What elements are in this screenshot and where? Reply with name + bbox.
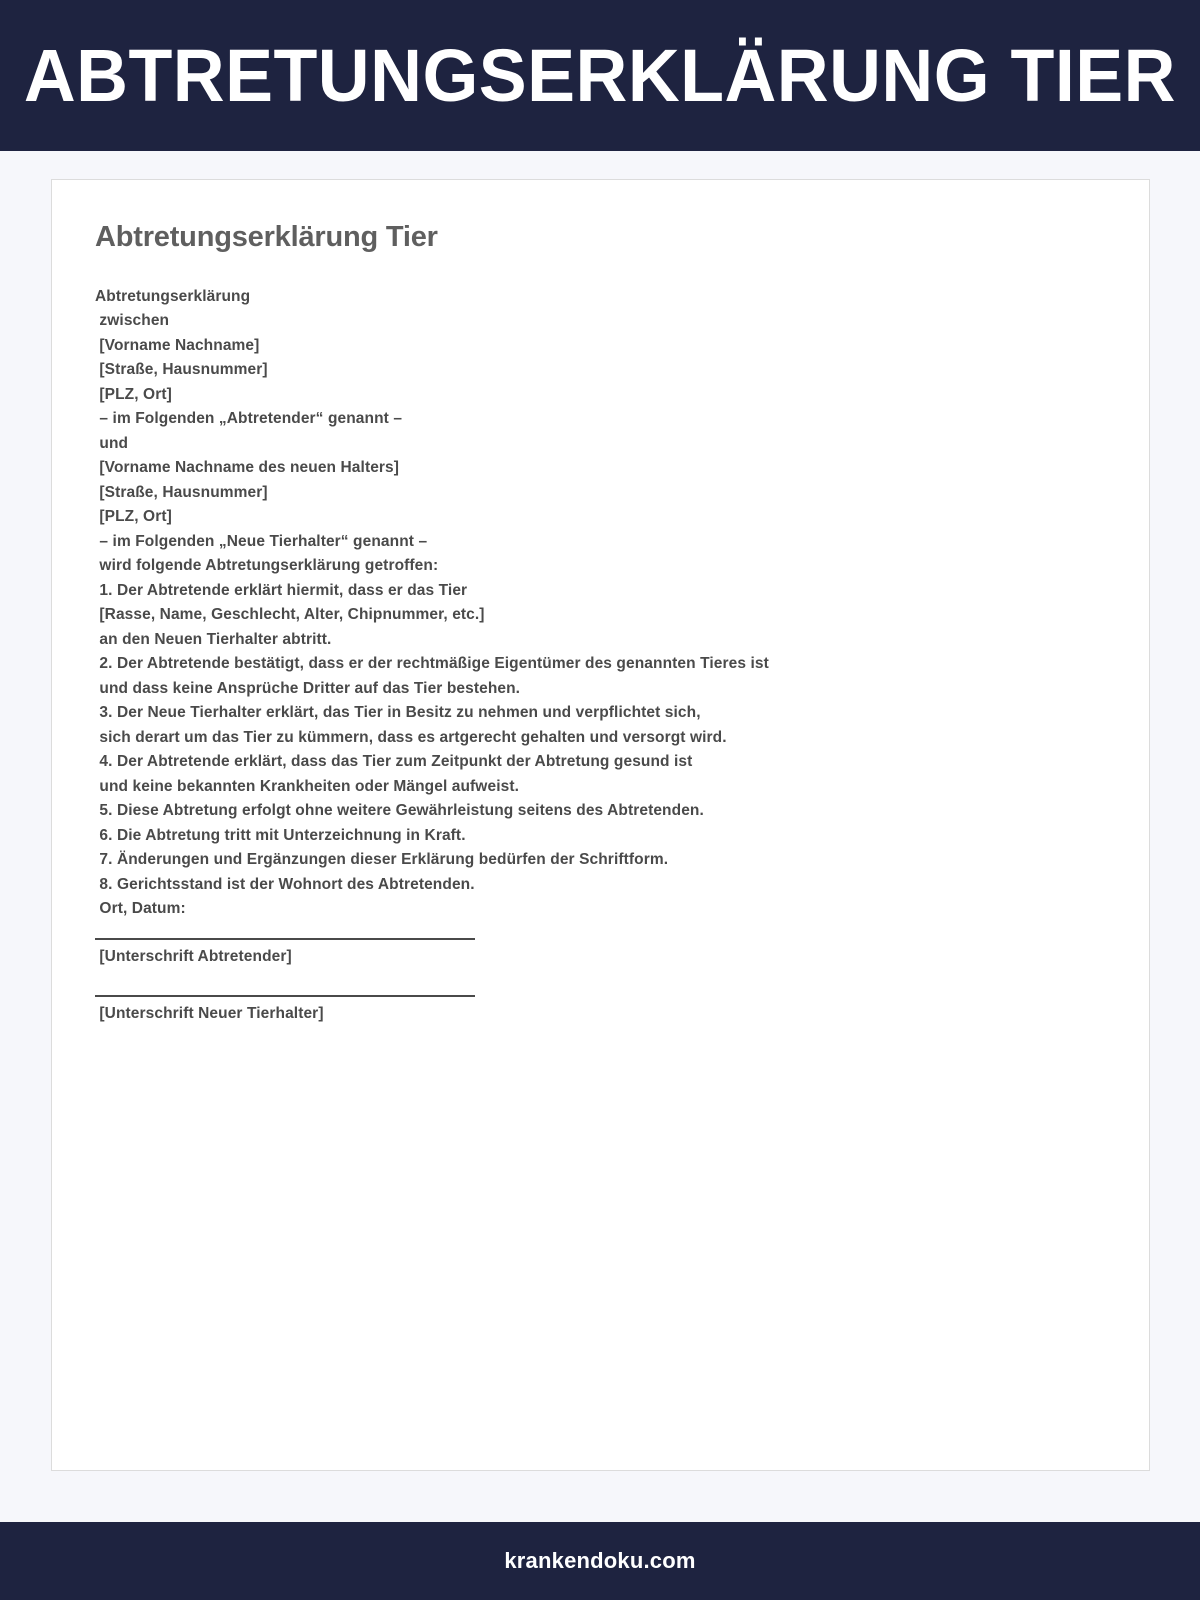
document-text-line: [PLZ, Ort] bbox=[95, 385, 172, 403]
document-text-line: sich derart um das Tier zu kümmern, dass es artgerecht gehalten und versorgt wird. bbox=[95, 728, 727, 746]
footer-site-name: krankendoku.com bbox=[504, 1548, 696, 1573]
document-text-line: [Rasse, Name, Geschlecht, Alter, Chipnummer, etc.] bbox=[95, 606, 485, 624]
document-text-line: 5. Diese Abtretung erfolgt ohne weitere Gewährleistung seitens des Abtretenden. bbox=[95, 802, 704, 820]
document-text-line: [Vorname Nachname] bbox=[95, 336, 260, 354]
document-body bbox=[95, 285, 1106, 1027]
document-text-line: 4. Der Abtretende erklärt, dass das Tier zum Zeitpunkt der Abtretung gesund ist bbox=[95, 753, 693, 771]
document-text-line: 8. Gerichtsstand ist der Wohnort des Abtretenden. bbox=[95, 875, 475, 893]
document-text-line: 1. Der Abtretende erklärt hiermit, dass er das Tier bbox=[95, 581, 468, 599]
signature-label: [Unterschrift Neuer Tierhalter] bbox=[95, 1005, 324, 1023]
document-text-line: Abtretungserklärung bbox=[95, 287, 251, 305]
document-text-line: – im Folgenden „Neue Tierhalter“ genannt – bbox=[95, 532, 428, 550]
document-text-line: Ort, Datum: bbox=[95, 900, 186, 918]
signature-block-abtretender bbox=[95, 938, 1106, 970]
document-text-line: [Straße, Hausnummer] bbox=[95, 483, 268, 501]
page-header-banner bbox=[0, 0, 1200, 151]
document-text-line: und bbox=[95, 434, 129, 452]
document-text-line: [PLZ, Ort] bbox=[95, 508, 172, 526]
document-page-area bbox=[0, 151, 1200, 1522]
document-text-line: und keine bekannten Krankheiten oder Mängel aufweist. bbox=[95, 777, 519, 795]
document-text-line: 6. Die Abtretung tritt mit Unterzeichnung in Kraft. bbox=[95, 826, 466, 844]
document-text-line: [Vorname Nachname des neuen Halters] bbox=[95, 459, 400, 477]
signature-block-neuer-tierhalter bbox=[95, 995, 1106, 1027]
document-text-line: wird folgende Abtretungserklärung getroffen: bbox=[95, 557, 439, 575]
banner-title: ABTRETUNGSERKLÄRUNG TIER bbox=[23, 33, 1177, 117]
document-card bbox=[51, 179, 1150, 1471]
signature-line-rule bbox=[95, 938, 475, 940]
document-text-line: 3. Der Neue Tierhalter erklärt, das Tier in Besitz zu nehmen und verpflichtet sich, bbox=[95, 704, 701, 722]
document-text-line: – im Folgenden „Abtretender“ genannt – bbox=[95, 410, 403, 428]
document-title: Abtretungserklärung Tier bbox=[95, 221, 438, 253]
signature-line-rule bbox=[95, 995, 475, 997]
document-text-line: und dass keine Ansprüche Dritter auf das Tier bestehen. bbox=[95, 679, 521, 697]
document-text-line: [Straße, Hausnummer] bbox=[95, 361, 268, 379]
document-text-line: an den Neuen Tierhalter abtritt. bbox=[95, 630, 332, 648]
page-footer bbox=[0, 1522, 1200, 1600]
document-text-line: 2. Der Abtretende bestätigt, dass er der rechtmäßige Eigentümer des genannten Tieres ist bbox=[95, 655, 769, 673]
signature-spacer bbox=[95, 969, 1106, 979]
document-text-line: 7. Änderungen und Ergänzungen dieser Erklärung bedürfen der Schriftform. bbox=[95, 851, 669, 869]
document-text-line: zwischen bbox=[95, 312, 170, 330]
signature-label: [Unterschrift Abtretender] bbox=[95, 947, 292, 965]
